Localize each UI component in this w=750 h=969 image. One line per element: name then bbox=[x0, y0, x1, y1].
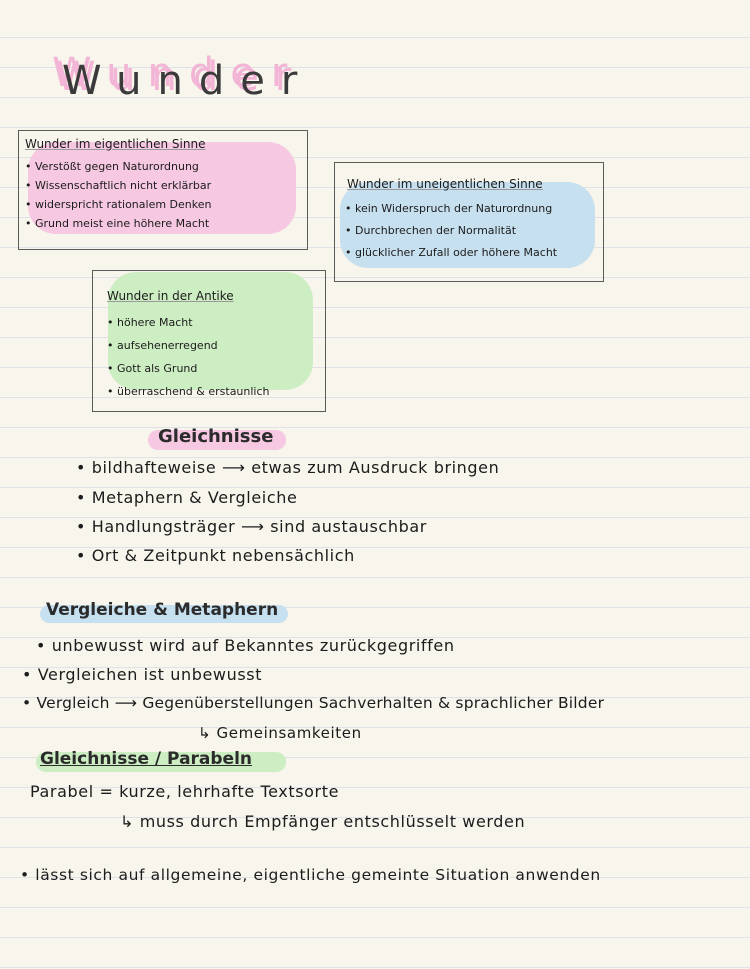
list-item: • aufsehenerregend bbox=[107, 336, 218, 355]
list-item: • unbewusst wird auf Bekanntes zurückgegriffen bbox=[36, 636, 455, 655]
list-item: • überraschend & erstaunlich bbox=[107, 382, 270, 401]
box-antike-title: Wunder in der Antike bbox=[107, 289, 234, 303]
list-item: • Ort & Zeitpunkt nebensächlich bbox=[76, 546, 355, 565]
list-item: • Vergleichen ist unbewusst bbox=[22, 665, 262, 684]
list-item: • glücklicher Zufall oder höhere Macht bbox=[345, 243, 557, 262]
list-item: • Grund meist eine höhere Macht bbox=[25, 214, 209, 233]
list-item: • Handlungsträger ⟶ sind austauschbar bbox=[76, 517, 427, 536]
list-item: • Gott als Grund bbox=[107, 359, 197, 378]
list-item: • Metaphern & Vergleiche bbox=[76, 488, 297, 507]
box-eigentlich bbox=[18, 130, 308, 250]
definition-text: Parabel = kurze, lehrhafte Textsorte bbox=[30, 782, 340, 801]
list-item: • kein Widerspruch der Naturordnung bbox=[345, 199, 552, 218]
list-item: • Wissenschaftlich nicht erklärbar bbox=[25, 176, 211, 195]
list-item: • höhere Macht bbox=[107, 313, 193, 332]
box-eigentlich-title: Wunder im eigentlichen Sinne bbox=[25, 137, 206, 151]
list-item: • Verstößt gegen Naturordnung bbox=[25, 157, 199, 176]
sub-item: ↳ muss durch Empfänger entschlüsselt werden bbox=[120, 812, 526, 831]
list-item: • lässt sich auf allgemeine, eigentliche gemeinte Situation anwenden bbox=[20, 866, 601, 884]
box-uneigentlich bbox=[334, 162, 604, 282]
list-item: • Vergleich ⟶ Gegenüberstellungen Sachverhalten & sprachlicher Bilder bbox=[22, 694, 604, 712]
list-item: • Durchbrechen der Normalität bbox=[345, 221, 516, 240]
section-heading-parabeln: Gleichnisse / Parabeln bbox=[40, 749, 253, 769]
box-uneigentlich-title: Wunder im uneigentlichen Sinne bbox=[347, 177, 543, 191]
list-item: • widerspricht rationalem Denken bbox=[25, 195, 211, 214]
sub-item: ↳ Gemeinsamkeiten bbox=[198, 724, 362, 742]
list-item: • bildhafteweise ⟶ etwas zum Ausdruck bringen bbox=[76, 458, 499, 477]
section-heading-vergleiche: Vergleiche & Metaphern bbox=[46, 600, 279, 620]
section-heading-gleichnisse: Gleichnisse bbox=[158, 426, 274, 447]
box-antike bbox=[92, 270, 326, 412]
page-title: Wunder bbox=[62, 58, 314, 104]
